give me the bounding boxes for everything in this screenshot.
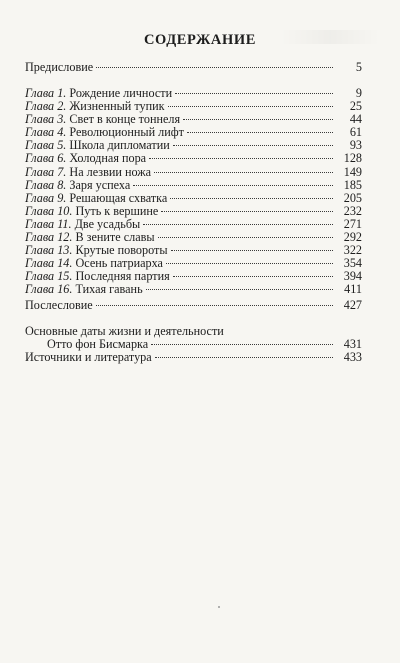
- toc-page-number: 9: [355, 86, 362, 100]
- toc-page-number: 431: [343, 337, 362, 352]
- chapter-title: В зените славы: [75, 230, 155, 245]
- toc-page-number: 185: [343, 177, 362, 192]
- toc-page-number: 232: [343, 203, 362, 218]
- chapter-title: Осень патриарха: [75, 256, 163, 271]
- chapter-prefix: Глава 4.: [25, 125, 67, 140]
- toc-page-number: 427: [343, 298, 362, 312]
- chapter-title: Две усадьбы: [74, 216, 141, 231]
- dot-leader: [170, 197, 333, 199]
- dot-leader: [155, 356, 333, 358]
- page-speck: [218, 606, 220, 608]
- dot-leader: [133, 184, 333, 186]
- chapter-prefix: Глава 8.: [25, 177, 67, 192]
- dot-leader: [173, 144, 333, 146]
- chapter-title: Путь к вершине: [75, 203, 159, 218]
- toc-preface-block: [25, 61, 362, 74]
- dot-leader: [151, 343, 333, 345]
- dot-leader: [146, 288, 333, 290]
- toc-page-number: 271: [343, 216, 362, 231]
- toc-entry-label: Источники и литература: [25, 350, 152, 365]
- chapter-prefix: Глава 15.: [25, 269, 73, 284]
- chapter-title: Холодная пора: [69, 151, 147, 166]
- toc-chapter-list: [25, 87, 362, 297]
- chapter-title: Решающая схватка: [69, 190, 168, 205]
- toc-page-number: 128: [343, 151, 362, 166]
- dot-leader: [173, 275, 333, 277]
- toc-page-number: 61: [349, 125, 362, 140]
- chapter-prefix: Глава 14.: [25, 256, 73, 271]
- toc-entry-sources[interactable]: [25, 351, 362, 364]
- dot-leader: [161, 210, 333, 212]
- chapter-title: На лезвии ножа: [69, 164, 152, 179]
- chapter-prefix: Глава 1.: [25, 86, 67, 100]
- chapter-title: Крутые повороты: [75, 243, 168, 258]
- toc-page-number: 25: [349, 99, 362, 114]
- dot-leader: [187, 131, 333, 133]
- toc-entry-preface[interactable]: [25, 61, 362, 74]
- toc-page-number: 411: [344, 282, 362, 297]
- dot-leader: [149, 157, 333, 159]
- chapter-prefix: Глава 3.: [25, 112, 67, 127]
- toc-page-number: 354: [343, 256, 362, 271]
- dot-leader: [96, 66, 333, 68]
- chapter-prefix: Глава 5.: [25, 138, 67, 153]
- toc-page-number: 292: [343, 230, 362, 245]
- toc-page-number: 93: [349, 138, 362, 153]
- dot-leader: [175, 92, 333, 94]
- dot-leader: [96, 304, 333, 306]
- toc-entry-label: Отто фон Бисмарка: [47, 337, 149, 352]
- toc-entry-label: Послесловие: [25, 298, 93, 312]
- toc-afterword-block: [25, 299, 362, 312]
- dot-leader: [166, 262, 333, 264]
- chapter-title: Рождение личности: [69, 86, 173, 100]
- chapter-title: Тихая гавань: [75, 282, 143, 297]
- chapter-title: Последняя партия: [75, 269, 170, 284]
- page-title: СОДЕРЖАНИЕ: [143, 32, 257, 48]
- chapter-prefix: Глава 16.: [25, 282, 73, 297]
- chapter-title: Школа дипломатии: [69, 138, 170, 153]
- toc-page-number: 5: [355, 60, 362, 74]
- toc-entry-afterword[interactable]: [25, 299, 362, 312]
- toc-entry-chapter[interactable]: [25, 283, 362, 296]
- dot-leader: [158, 236, 333, 238]
- dot-leader: [183, 118, 333, 120]
- chapter-prefix: Глава 2.: [25, 99, 67, 114]
- chapter-prefix: Глава 13.: [25, 243, 73, 258]
- toc-page-number: 205: [343, 190, 362, 205]
- toc-page-number: 322: [343, 243, 362, 258]
- chapter-prefix: Глава 6.: [25, 151, 67, 166]
- chapter-prefix: Глава 7.: [25, 164, 67, 179]
- chapter-prefix: Глава 10.: [25, 203, 73, 218]
- chapter-title: Революционный лифт: [69, 125, 184, 140]
- toc-page-number: 394: [343, 269, 362, 284]
- chapter-prefix: Глава 12.: [25, 230, 73, 245]
- chapter-prefix: Глава 9.: [25, 190, 67, 205]
- dot-leader: [154, 171, 333, 173]
- toc-page-number: 44: [349, 112, 362, 127]
- chapter-title: Жизненный тупик: [69, 99, 165, 114]
- toc-page-number: 433: [343, 350, 362, 365]
- toc-entry-label: Основные даты жизни и деятельности: [25, 324, 224, 338]
- dot-leader: [143, 223, 333, 225]
- toc-appendix-block: [25, 325, 362, 364]
- dot-leader: [168, 105, 333, 107]
- toc-page-number: 149: [343, 164, 362, 179]
- chapter-title: Заря успеха: [69, 177, 131, 192]
- toc-entry-label: [25, 283, 143, 296]
- chapter-title: Свет в конце тоннеля: [69, 112, 181, 127]
- dot-leader: [171, 249, 333, 251]
- toc-entry-label: Предисловие: [25, 60, 94, 74]
- chapter-prefix: Глава 11.: [25, 216, 72, 231]
